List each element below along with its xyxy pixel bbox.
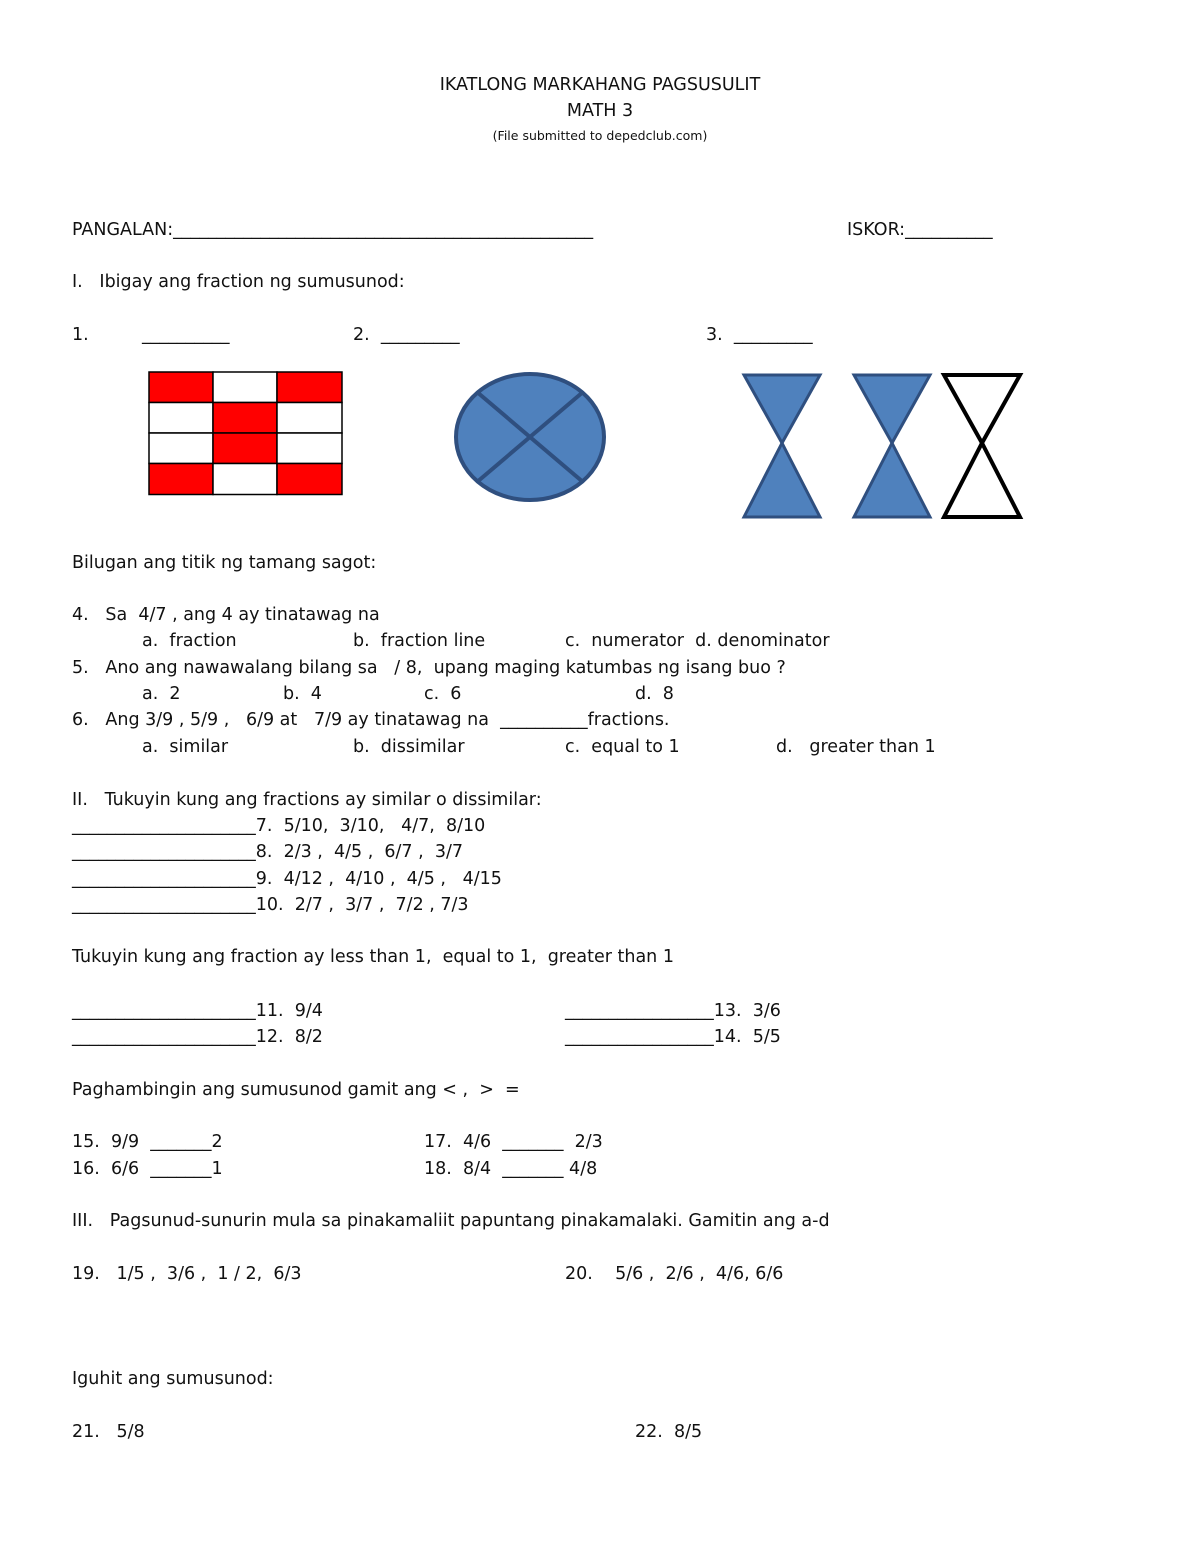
fraction-grid-figure — [148, 371, 344, 496]
question-6-choice-a: a. similar — [142, 737, 229, 757]
question-5-choice-a: a. 2 — [142, 684, 181, 704]
order-item-20: 20. 5/6 , 2/6 , 4/6, 6/6 — [565, 1264, 784, 1284]
symbol-item-15: 15. 9/9 _______2 — [72, 1132, 223, 1152]
grid-cell — [149, 403, 213, 434]
hourglass-triangles-figure — [740, 371, 1025, 521]
triangle-shaded — [744, 443, 820, 517]
triangle-shaded — [744, 375, 820, 443]
blank-2: 2. _________ — [353, 325, 460, 345]
similarity-item-9: _____________________9. 4/12 , 4/10 , 4/5 , 4/15 — [72, 869, 502, 889]
grid-cell — [277, 403, 342, 434]
circle-heading: Bilugan ang titik ng tamang sagot: — [72, 553, 377, 573]
part1-heading: I. Ibigay ang fraction ng sumusunod: — [72, 272, 405, 292]
grid-cell — [277, 433, 342, 464]
compare-item-12: _____________________12. 8/2 — [72, 1027, 323, 1047]
similarity-item-8: _____________________8. 2/3 , 4/5 , 6/7 , 3/7 — [72, 842, 463, 862]
blank-1-number: 1. — [72, 325, 89, 345]
symbol-item-18: 18. 8/4 _______ 4/8 — [424, 1159, 598, 1179]
triangle-shaded — [854, 443, 930, 517]
grid-cell — [149, 433, 213, 464]
grid-cell — [149, 372, 213, 403]
page-title: IKATLONG MARKAHANG PAGSUSULIT — [439, 75, 761, 95]
similarity-item-10: _____________________10. 2/7 , 3/7 , 7/2 , 7/3 — [72, 895, 469, 915]
blank-3: 3. _________ — [706, 325, 813, 345]
compare-item-13: _________________13. 3/6 — [565, 1001, 781, 1021]
question-4-stem: 4. Sa 4/7 , ang 4 ay tinatawag na — [72, 605, 380, 625]
score-field: ISKOR:__________ — [847, 220, 993, 240]
triangle-shaded — [854, 375, 930, 443]
grid-cell — [213, 464, 277, 495]
question-4-choice-b: b. fraction line — [353, 631, 486, 651]
grid-cell — [277, 372, 342, 403]
draw-item-22: 22. 8/5 — [635, 1422, 703, 1442]
symbol-item-16: 16. 6/6 _______1 — [72, 1159, 223, 1179]
draw-heading: Iguhit ang sumusunod: — [72, 1369, 274, 1389]
question-6-choice-b: b. dissimilar — [353, 737, 465, 757]
question-4-choice-a: a. fraction — [142, 631, 237, 651]
subject-title: MATH 3 — [566, 101, 634, 121]
question-5-choice-c: c. 6 — [424, 684, 462, 704]
question-5-choice-d: d. 8 — [635, 684, 674, 704]
question-6-choice-d: d. greater than 1 — [776, 737, 936, 757]
part2-heading: II. Tukuyin kung ang fractions ay similar o dissimilar: — [72, 790, 542, 810]
grid-cell — [213, 433, 277, 464]
part3-heading: III. Pagsunud-sunurin mula sa pinakamaliit papuntang pinakamalaki. Gamitin ang a-d — [72, 1211, 830, 1231]
grid-cell — [213, 372, 277, 403]
symbol-item-17: 17. 4/6 _______ 2/3 — [424, 1132, 603, 1152]
source-note: (File submitted to depedclub.com) — [492, 128, 708, 143]
name-field: PANGALAN:________________________________________________ — [72, 220, 594, 240]
similarity-item-7: _____________________7. 5/10, 3/10, 4/7, 8/10 — [72, 816, 486, 836]
draw-item-21: 21. 5/8 — [72, 1422, 145, 1442]
grid-cell — [149, 464, 213, 495]
grid-cell — [277, 464, 342, 495]
blank-1-line: __________ — [142, 325, 230, 345]
divided-circle-figure — [453, 371, 607, 503]
symbols-heading: Paghambingin ang sumusunod gamit ang < , > = — [72, 1080, 520, 1100]
compare-heading: Tukuyin kung ang fraction ay less than 1, equal to 1, greater than 1 — [72, 947, 674, 967]
triangle-unshaded — [944, 443, 1020, 517]
triangle-unshaded — [944, 375, 1020, 443]
grid-cell — [213, 403, 277, 434]
compare-item-14: _________________14. 5/5 — [565, 1027, 781, 1047]
question-6-choice-c: c. equal to 1 — [565, 737, 680, 757]
question-6-stem: 6. Ang 3/9 , 5/9 , 6/9 at 7/9 ay tinatawag na __________fractions. — [72, 710, 670, 730]
question-5-choice-b: b. 4 — [283, 684, 322, 704]
order-item-19: 19. 1/5 , 3/6 , 1 / 2, 6/3 — [72, 1264, 302, 1284]
question-5-stem: 5. Ano ang nawawalang bilang sa / 8, upang maging katumbas ng isang buo ? — [72, 658, 786, 678]
question-4-choice-cd: c. numerator d. denominator — [565, 631, 830, 651]
compare-item-11: _____________________11. 9/4 — [72, 1001, 323, 1021]
